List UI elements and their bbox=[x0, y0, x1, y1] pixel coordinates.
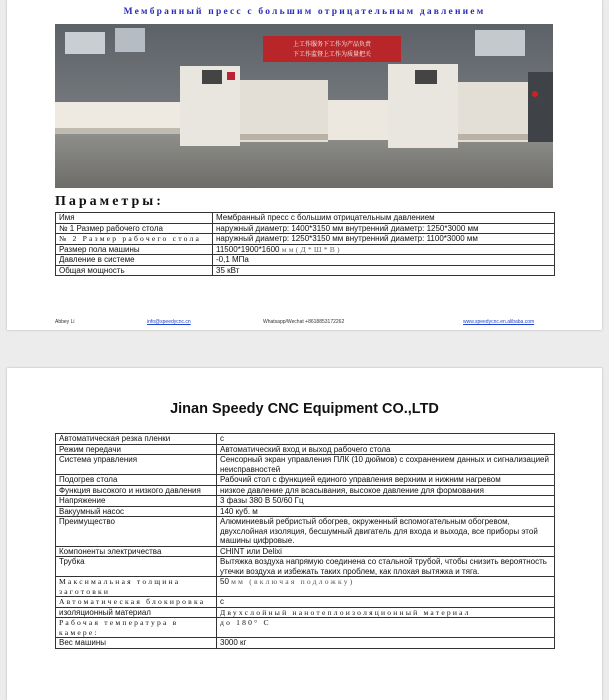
table-row bbox=[56, 223, 555, 234]
param-name: Общая мощность bbox=[56, 265, 213, 276]
param-name: Размер пола машины bbox=[56, 244, 213, 255]
param-name: № 2 Размер рабочего стола bbox=[56, 234, 213, 245]
company-name: Jinan Speedy CNC Equipment CO.,LTD bbox=[170, 401, 439, 417]
spec-value: Рабочий стол с функцией единого управления верхним и нижним нагревом bbox=[217, 475, 555, 486]
spec-name: изоляционный материал bbox=[56, 607, 217, 618]
param-value: наружный диаметр: 1250*3150 мм внутренний диаметр: 1100*3000 мм bbox=[213, 234, 555, 245]
footer-website-link[interactable]: www.speedycnc.en.alibaba.com bbox=[463, 319, 535, 325]
table-row bbox=[56, 618, 555, 638]
footer-email-link[interactable]: info@speedycnc.cn bbox=[147, 319, 191, 325]
params-table bbox=[55, 212, 555, 276]
spec-name: Режим передачи bbox=[56, 444, 217, 455]
table-row bbox=[56, 234, 555, 245]
spec-table bbox=[55, 433, 555, 649]
table-row bbox=[56, 244, 555, 255]
spec-name: Рабочая температура в камере: bbox=[56, 618, 217, 638]
sign-line-2: 下工作监督上工作为质量把关 bbox=[292, 51, 372, 58]
param-name: Давление в системе bbox=[56, 255, 213, 266]
spec-value: Вытяжка воздуха напрямую соединена со стальной трубой, чтобы снизить вероятность утечки воздуха и избежать таких проблем, как плохая вытяжка и тяга. bbox=[217, 557, 555, 577]
footer-whatsapp: Whatsapp/Wechat +8618853172262 bbox=[263, 319, 345, 325]
param-value-main: 11500*1900*1600 bbox=[216, 244, 280, 254]
param-name: № 1 Размер рабочего стола bbox=[56, 223, 213, 234]
machine-photo bbox=[55, 24, 553, 188]
spec-value: низкое давление для всасывания, высокое давление для формования bbox=[217, 485, 555, 496]
spec-name: Функция высокого и низкого давления bbox=[56, 485, 217, 496]
table-row bbox=[56, 597, 555, 608]
table-row bbox=[56, 255, 555, 266]
table-row bbox=[56, 213, 555, 224]
spec-name: Напряжение bbox=[56, 496, 217, 507]
spec-value: Двухслойный нанотеплоизоляционный материал bbox=[217, 607, 555, 618]
param-value-unit: мм(Д*Ш*В) bbox=[281, 244, 342, 254]
param-value: -0,1 МПа bbox=[213, 255, 555, 266]
spec-name: Вес машины bbox=[56, 638, 217, 649]
table-row bbox=[56, 475, 555, 486]
table-row bbox=[56, 517, 555, 547]
spec-value: Автоматический вход и выход рабочего стола bbox=[217, 444, 555, 455]
param-value: 35 кВт bbox=[213, 265, 555, 276]
table-row bbox=[56, 607, 555, 618]
spec-value: CHINT или Delixi bbox=[217, 546, 555, 557]
spec-name: Автоматическая блокировка bbox=[56, 597, 217, 608]
spec-value-unit: мм (включая подложку) bbox=[231, 577, 355, 586]
footer-name: Abbey Li bbox=[55, 319, 75, 325]
spec-name: Трубка bbox=[56, 557, 217, 577]
table-row bbox=[56, 546, 555, 557]
spec-value bbox=[217, 577, 555, 597]
document-page-1 bbox=[7, 0, 602, 330]
spec-value: Сенсорный экран управления ПЛК (10 дюймов) с сохранением данных и сигнализацией неисправностей bbox=[217, 455, 555, 475]
spec-value: 140 куб. м bbox=[217, 506, 555, 517]
product-title: Мембранный пресс с большим отрицательным давлением bbox=[123, 7, 486, 17]
table-row bbox=[56, 434, 555, 445]
table-row bbox=[56, 557, 555, 577]
spec-name: Автоматическая резка пленки bbox=[56, 434, 217, 445]
params-heading: Параметры: bbox=[55, 194, 164, 209]
table-row bbox=[56, 577, 555, 597]
spec-name: Компоненты электричества bbox=[56, 546, 217, 557]
table-row bbox=[56, 496, 555, 507]
spec-value: до 180° С bbox=[217, 618, 555, 638]
table-row bbox=[56, 265, 555, 276]
table-row bbox=[56, 506, 555, 517]
spec-value: с bbox=[217, 434, 555, 445]
spec-name: Преимущество bbox=[56, 517, 217, 547]
param-name: Имя bbox=[56, 213, 213, 224]
param-value: наружный диаметр: 1400*3150 мм внутренний диаметр: 1250*3000 мм bbox=[213, 223, 555, 234]
table-row bbox=[56, 455, 555, 475]
sign-line-1: 上工作服务下工作为产品负责 bbox=[292, 41, 372, 48]
spec-value: с bbox=[217, 597, 555, 608]
param-value bbox=[213, 244, 555, 255]
spec-value: 3000 кг bbox=[217, 638, 555, 649]
spec-name: Система управления bbox=[56, 455, 217, 475]
table-row bbox=[56, 444, 555, 455]
table-row bbox=[56, 485, 555, 496]
spec-name: Подогрев стола bbox=[56, 475, 217, 486]
spec-name: Максимальная толщина заготовки bbox=[56, 577, 217, 597]
table-row bbox=[56, 638, 555, 649]
spec-value: Алюминиевый ребристый обогрев, окруженный вспомогательным обогревом, двухслойная изоляция, бесшумный двигатель для входа и выхода, все приборы этой машины цифровые. bbox=[217, 517, 555, 547]
spec-name: Вакуумный насос bbox=[56, 506, 217, 517]
document-page-2 bbox=[7, 368, 602, 700]
spec-value: 3 фазы 380 В 50/60 Гц bbox=[217, 496, 555, 507]
param-value: Мембранный пресс с большим отрицательным давлением bbox=[213, 213, 555, 224]
spec-value-main: 50 bbox=[220, 577, 229, 586]
